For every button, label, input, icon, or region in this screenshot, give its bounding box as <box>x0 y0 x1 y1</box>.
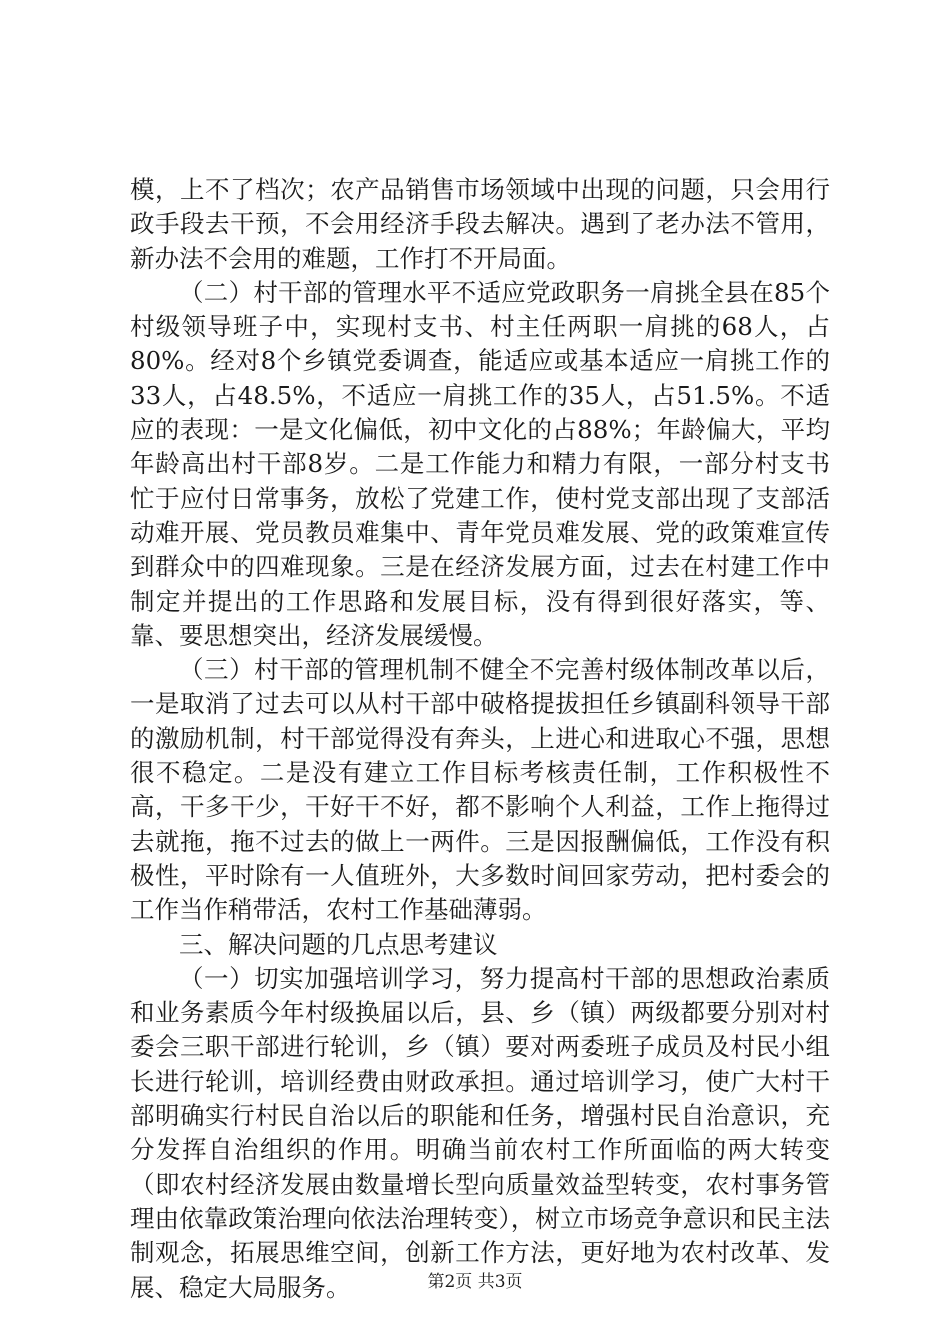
section-heading-suggestions: 三、解决问题的几点思考建议 <box>179 929 498 959</box>
paragraph-suggestion-1: （一）切实加强培训学习，努力提高村干部的思想政治素质和业务素质今年村级换届以后，县、乡（镇）两级都要分别对村委会三职干部进行轮训，乡（镇）要对两委班子成员及村民小组长进行轮训，培训经费由财政承担。通过培训学习，使广大村干部明确实行村民自治以后的职能和任务，增强村民自治意识，充分发挥自治组织的作用。明确当前农村工作所面临的两大转变（即农村经济发展由数量增长型向质量效益型转变，农村事务管理由依靠政策治理向依法治理转变），树立市场竞争意识和民主法制观念，拓展思维空间，创新工作方法，更好地为农村改革、发展、稳定大局服务。 <box>130 963 830 1302</box>
paragraph-section-2: （二）村干部的管理水平不适应党政职务一肩挑全县在85个村级领导班子中，实现村支书、村主任两职一肩挑的68人，占80%。经对8个乡镇党委调查，能适应或基本适应一肩挑工作的33人，占48.5%，不适应一肩挑工作的35人，占51.5%。不适应的表现：一是文化偏低，初中文化的占88%；年龄偏大，平均年龄高出村干部8岁。二是工作能力和精力有限，一部分村支书忙于应付日常事务，放松了党建工作，使村党支部出现了支部活动难开展、党员教员难集中、青年党员难发展、党的政策难宣传到群众中的四难现象。三是在经济发展方面，过去在村建工作中制定并提出的工作思路和发展目标，没有得到很好落实，等、靠、要思想突出，经济发展缓慢。 <box>130 277 830 650</box>
paragraph-continuation: 模，上不了档次；农产品销售市场领域中出现的问题，只会用行政手段去干预，不会用经济手段去解决。遇到了老办法不管用，新办法不会用的难题，工作打不开局面。 <box>130 175 830 273</box>
paragraph-section-3: （三）村干部的管理机制不健全不完善村级体制改革以后，一是取消了过去可以从村干部中破格提拔担任乡镇副科领导干部的激励机制，村干部觉得没有奔头，上进心和进取心不强，思想很不稳定。二是没有建立工作目标考核责任制，工作积极性不高，干多干少，干好干不好，都不影响个人利益，工作上拖得过去就拖，拖不过去的做上一两件。三是因报酬偏低，工作没有积极性，平时除有一人值班外，大多数时间回家劳动，把村委会的工作当作稍带活，农村工作基础薄弱。 <box>130 655 830 925</box>
page-number-footer: 第2页 共3页 <box>427 1272 523 1292</box>
document-body <box>130 173 830 1305</box>
